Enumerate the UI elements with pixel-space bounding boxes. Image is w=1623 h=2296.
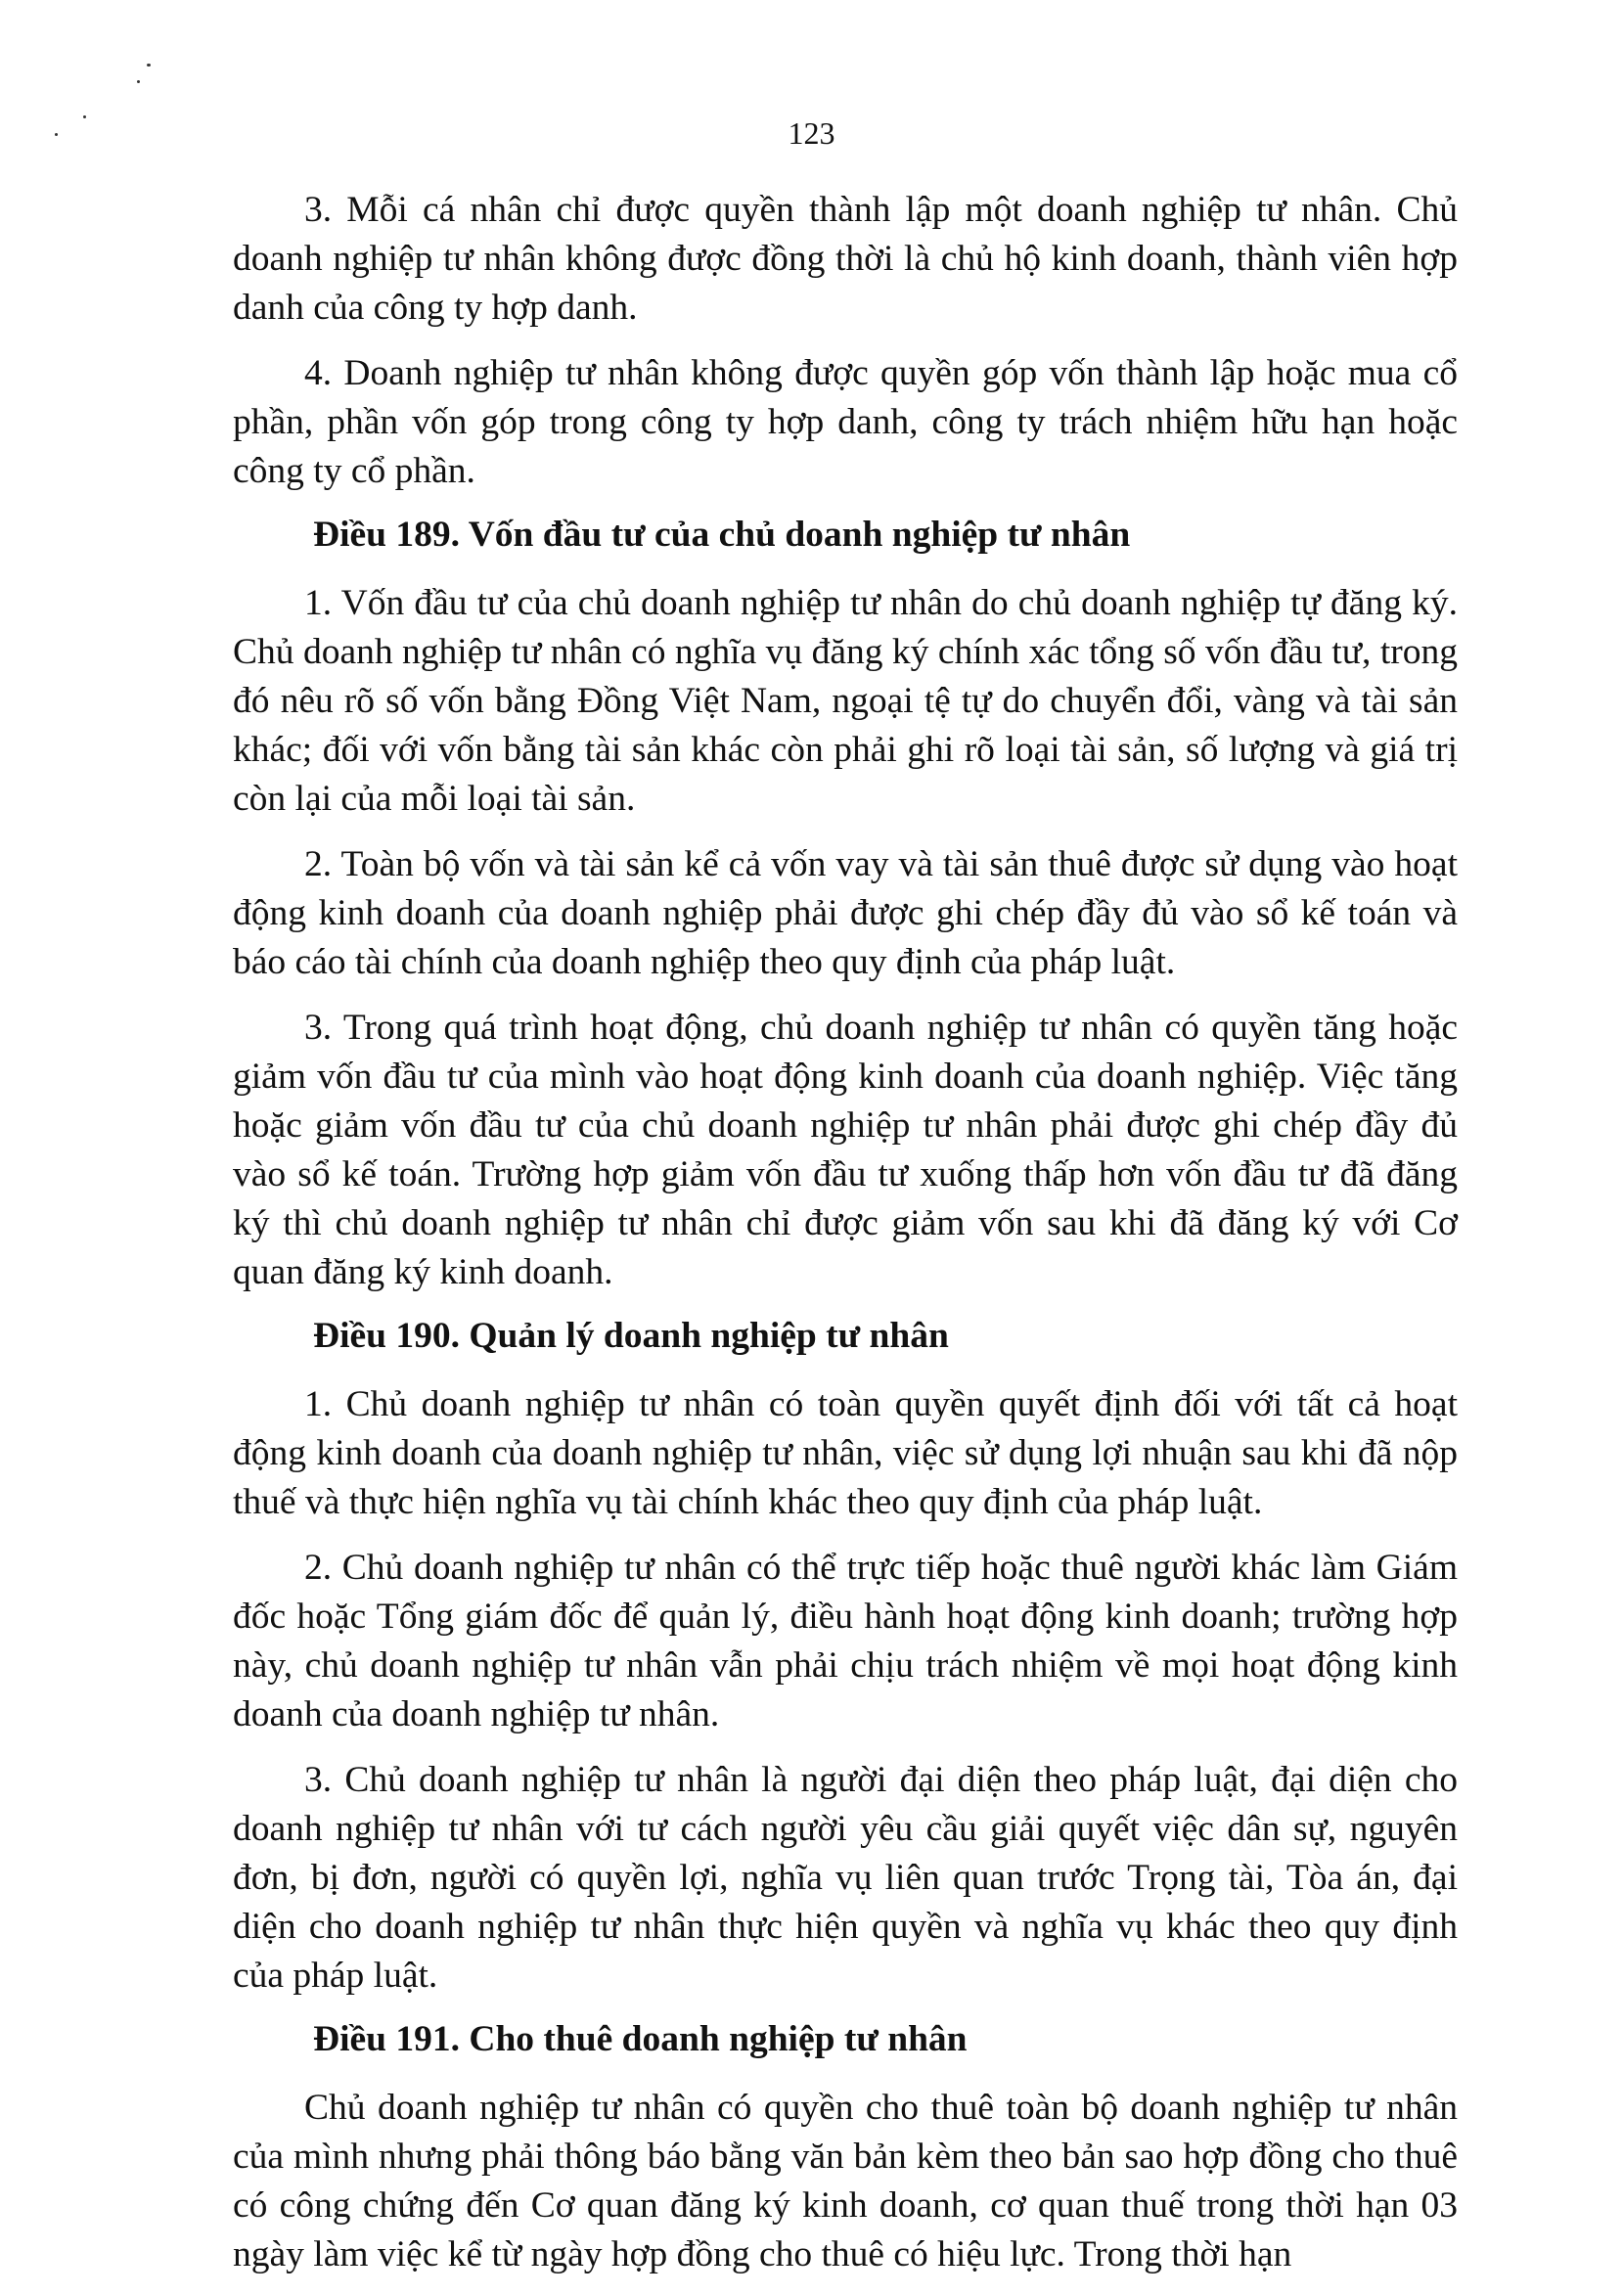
paragraph-clause-3: 3. Mỗi cá nhân chỉ được quyền thành lập một doanh nghiệp tư nhân. Chủ doanh nghiệp tư nhân không được đồng thời là chủ hộ kinh doanh, thành viên hợp danh của công ty hợp danh. [233, 190, 1458, 328]
paragraph-189-1: 1. Vốn đầu tư của chủ doanh nghiệp tư nhân do chủ doanh nghiệp tự đăng ký. Chủ doanh nghiệp tư nhân có nghĩa vụ đăng ký chính xác tổng số vốn đầu tư, trong đó nêu rõ số vốn bằng Đồng Việt Nam, ngoại tệ tự do chuyển đổi, vàng và tài sản khác; đối với vốn bằng tài sản khác còn phải ghi rõ loại tài sản, số lượng và giá trị còn lại của mỗi loại tài sản. [233, 583, 1458, 819]
page-number: 123 [788, 115, 835, 151]
paragraph-191: Chủ doanh nghiệp tư nhân có quyền cho thuê toàn bộ doanh nghiệp tư nhân của mình nhưng phải thông báo bằng văn bản kèm theo bản sao hợp đồng cho thuê có công chứng đến Cơ quan đăng ký kinh doanh, cơ quan thuế trong thời hạn 03 ngày làm việc kể từ ngày hợp đồng cho thuê có hiệu lực. Trong thời hạn [233, 2088, 1458, 2274]
paragraph-190-3: 3. Chủ doanh nghiệp tư nhân là người đại diện theo pháp luật, đại diện cho doanh nghiệp tư nhân với tư cách người yêu cầu giải quyết việc dân sự, nguyên đơn, bị đơn, người có quyền lợi, nghĩa vụ liên quan trước Trọng tài, Tòa án, đại diện cho doanh nghiệp tư nhân thực hiện quyền và nghĩa vụ khác theo quy định của pháp luật. [233, 1760, 1458, 1996]
article-heading-189: Điều 189. Vốn đầu tư của chủ doanh nghiệp tư nhân [313, 515, 1131, 555]
paragraph-190-1: 1. Chủ doanh nghiệp tư nhân có toàn quyền quyết định đối với tất cả hoạt động kinh doanh của doanh nghiệp tư nhân, việc sử dụng lợi nhuận sau khi đã nộp thuế và thực hiện nghĩa vụ tài chính khác theo quy định của pháp luật. [233, 1384, 1458, 1522]
paragraph-190-2: 2. Chủ doanh nghiệp tư nhân có thể trực tiếp hoặc thuê người khác làm Giám đốc hoặc Tổng giám đốc để quản lý, điều hành hoạt động kinh doanh; trường hợp này, chủ doanh nghiệp tư nhân vẫn phải chịu trách nhiệm về mọi hoạt động kinh doanh của doanh nghiệp tư nhân. [233, 1548, 1458, 1734]
article-heading-190: Điều 190. Quản lý doanh nghiệp tư nhân [313, 1316, 949, 1356]
document-body [233, 186, 1458, 2296]
article-heading-191: Điều 191. Cho thuê doanh nghiệp tư nhân [313, 2019, 968, 2059]
scan-speck [137, 80, 140, 83]
paragraph-189-3: 3. Trong quá trình hoạt động, chủ doanh nghiệp tư nhân có quyền tăng hoặc giảm vốn đầu tư của mình vào hoạt động kinh doanh của doanh nghiệp. Việc tăng hoặc giảm vốn đầu tư của chủ doanh nghiệp tư nhân phải được ghi chép đầy đủ vào sổ kế toán. Trường hợp giảm vốn đầu tư xuống thấp hơn vốn đầu tư đã đăng ký thì chủ doanh nghiệp tư nhân chỉ được giảm vốn sau khi đã đăng ký với Cơ quan đăng ký kinh doanh. [233, 1008, 1458, 1292]
paragraph-clause-4: 4. Doanh nghiệp tư nhân không được quyền góp vốn thành lập hoặc mua cổ phần, phần vốn góp trong công ty hợp danh, công ty trách nhiệm hữu hạn hoặc công ty cổ phần. [233, 353, 1458, 491]
scan-speck [147, 64, 151, 67]
paragraph-189-2: 2. Toàn bộ vốn và tài sản kể cả vốn vay và tài sản thuê được sử dụng vào hoạt động kinh doanh của doanh nghiệp phải được ghi chép đầy đủ vào sổ kế toán và báo cáo tài chính của doanh nghiệp theo quy định của pháp luật. [233, 844, 1458, 982]
